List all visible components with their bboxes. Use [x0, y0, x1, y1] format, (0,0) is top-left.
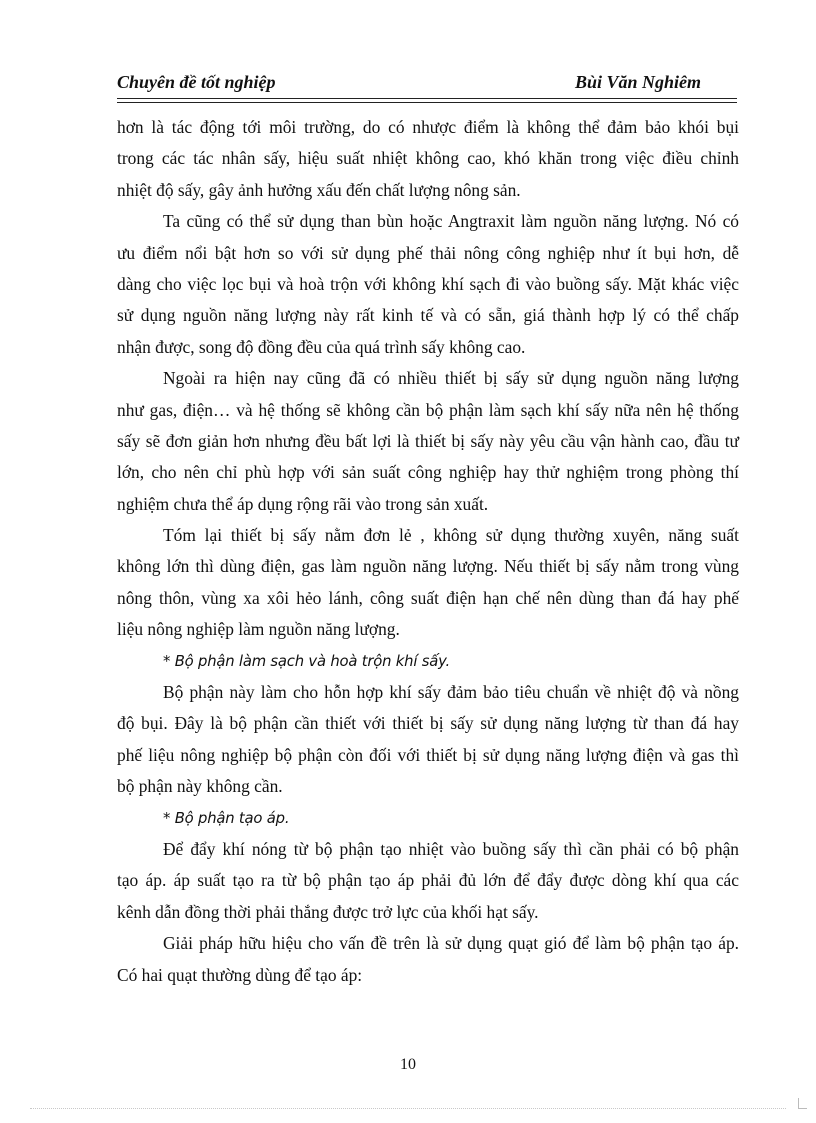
header-rule-thick [117, 98, 737, 99]
page-bottom-border [30, 1108, 786, 1109]
header-author: Bùi Văn Nghiêm [575, 72, 702, 92]
text-line: nghiệm chưa thể áp dụng rộng rãi vào trong sản xuất. [117, 493, 489, 514]
text-line: nhận được, song độ đồng đều của quá trình sấy không cao. [117, 336, 526, 357]
page-header [117, 72, 737, 94]
body-text [117, 112, 739, 991]
page-number: 10 [400, 1056, 416, 1073]
paragraph-start-line: Ta cũng có thể sử dụng than bùn hoặc Angtraxit làm nguồn năng lượng. Nó có [163, 211, 739, 232]
text-line: nhiệt độ sấy, gây ảnh hưởng xấu đến chất lượng nông sản. [117, 179, 521, 200]
text-line: dàng cho việc lọc bụi và hoà trộn với không khí sạch đi vào buồng sấy. Mặt khác việc [117, 273, 739, 294]
text-line: hơn là tác động tới môi trường, do có nhược điểm là không thể đảm bảo khói bụi [117, 117, 739, 137]
paragraph-start-line: Bộ phận này làm cho hỗn hợp khí sấy đảm bảo tiêu chuẩn về nhiệt độ và nồng [163, 682, 739, 703]
text-line: liệu nông nghiệp làm nguồn năng lượng. [117, 619, 400, 640]
text-line: Có hai quạt thường dùng để tạo áp: [117, 964, 363, 985]
text-line: phế liệu nông nghiệp bộ phận còn đối với thiết bị sử dụng năng lượng điện và gas thì [117, 744, 739, 765]
text-line: nông thôn, vùng xa xôi hẻo lánh, công suất điện hạn chế nên dùng than đá hay phế [117, 587, 739, 608]
subheading-pressure-unit: * Bộ phận tạo áp. [163, 809, 290, 827]
paragraph-start-line: Tóm lại thiết bị sấy nằm đơn lẻ , không sử dụng thường xuyên, năng suất [163, 525, 739, 546]
text-line: ưu điểm nổi bật hơn so với sử dụng phế thải nông công nghiệp như ít bụi hơn, dễ [117, 242, 739, 263]
header-rule-thin [117, 102, 737, 103]
text-line: như gas, điện… và hệ thống sẽ không cần bộ phận làm sạch khí sấy nữa nên hệ thống [117, 399, 739, 420]
page-corner-mark [798, 1098, 807, 1109]
text-line: độ bụi. Đây là bộ phận cần thiết với thiết bị sấy sử dụng năng lượng từ than đá hay [117, 713, 739, 734]
header-title: Chuyên đề tốt nghiệp [117, 72, 276, 92]
paragraph-start-line: Để đẩy khí nóng từ bộ phận tạo nhiệt vào buồng sấy thì cần phải có bộ phận [163, 838, 739, 859]
text-line: lớn, cho nên chỉ phù hợp với sản suất công nghiệp hay thử nghiệm trong phòng thí [117, 462, 739, 483]
paragraph-start-line: Ngoài ra hiện nay cũng đã có nhiều thiết bị sấy sử dụng nguồn năng lượng [163, 368, 739, 389]
text-line: tạo áp. áp suất tạo ra từ bộ phận tạo áp phải đủ lớn để đẩy được dòng khí qua các [117, 870, 739, 891]
text-line: sấy sẽ đơn giản hơn nhưng đều bất lợi là thiết bị sấy này yêu cầu vận hành cao, đầu tư [117, 430, 739, 451]
text-line: không lớn thì dùng điện, gas làm nguồn năng lượng. Nếu thiết bị sấy nằm trong vùng [117, 556, 739, 577]
subheading-cleaning-mixing: * Bộ phận làm sạch và hoà trộn khí sấy. [163, 652, 451, 670]
text-line: sử dụng nguồn năng lượng này rất kinh tế và có sẵn, giá thành hợp lý có thể chấp [117, 305, 739, 326]
text-line: trong các tác nhân sấy, hiệu suất nhiệt không cao, khó khăn trong việc điều chỉnh [117, 148, 739, 169]
text-line: bộ phận này không cần. [117, 776, 283, 797]
paragraph-start-line: Giải pháp hữu hiệu cho vấn đề trên là sử dụng quạt gió để làm bộ phận tạo áp. [163, 933, 739, 954]
text-line: kênh dẫn đồng thời phải thắng được trở lực của khối hạt sấy. [117, 901, 539, 922]
